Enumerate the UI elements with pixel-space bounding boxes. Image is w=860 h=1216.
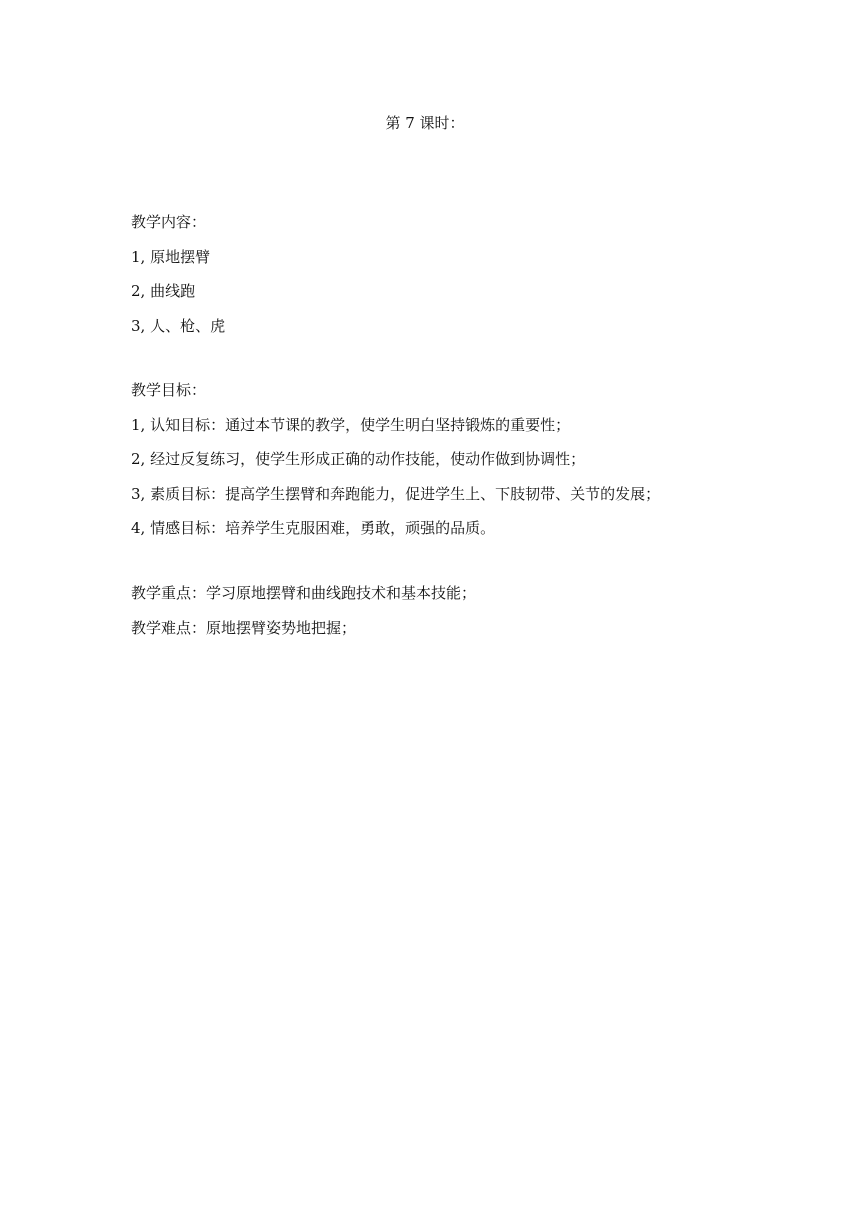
teaching-content-section	[131, 210, 831, 348]
list-item: 2, 曲线跑	[131, 282, 196, 300]
list-item: 1, 认知目标：通过本节课的教学，使学生明白坚持锻炼的重要性；	[131, 415, 571, 434]
list-item: 4, 情感目标：培养学生克服困难，勇敢，顽强的品质。	[131, 519, 496, 537]
teaching-key-point: 教学重点：学习原地摆臂和曲线跑技术和基本技能；	[131, 584, 477, 602]
teaching-content-heading: 教学内容：	[131, 213, 207, 231]
teaching-goals-section	[131, 378, 831, 551]
teaching-difficulty: 教学难点：原地摆臂姿势地把握；	[131, 618, 357, 637]
list-item: 1, 原地摆臂	[131, 247, 211, 266]
list-item: 3, 素质目标：提高学生摆臂和奔跑能力，促进学生上、下肢韧带、关节的发展；	[131, 484, 661, 503]
key-points-section	[131, 581, 831, 650]
list-item: 3, 人、枪、虎	[131, 316, 226, 335]
list-item: 2, 经过反复练习，使学生形成正确的动作技能，使动作做到协调性；	[131, 450, 586, 468]
page-title: 第 7 课时：	[385, 114, 465, 132]
teaching-goals-heading: 教学目标：	[131, 381, 207, 399]
